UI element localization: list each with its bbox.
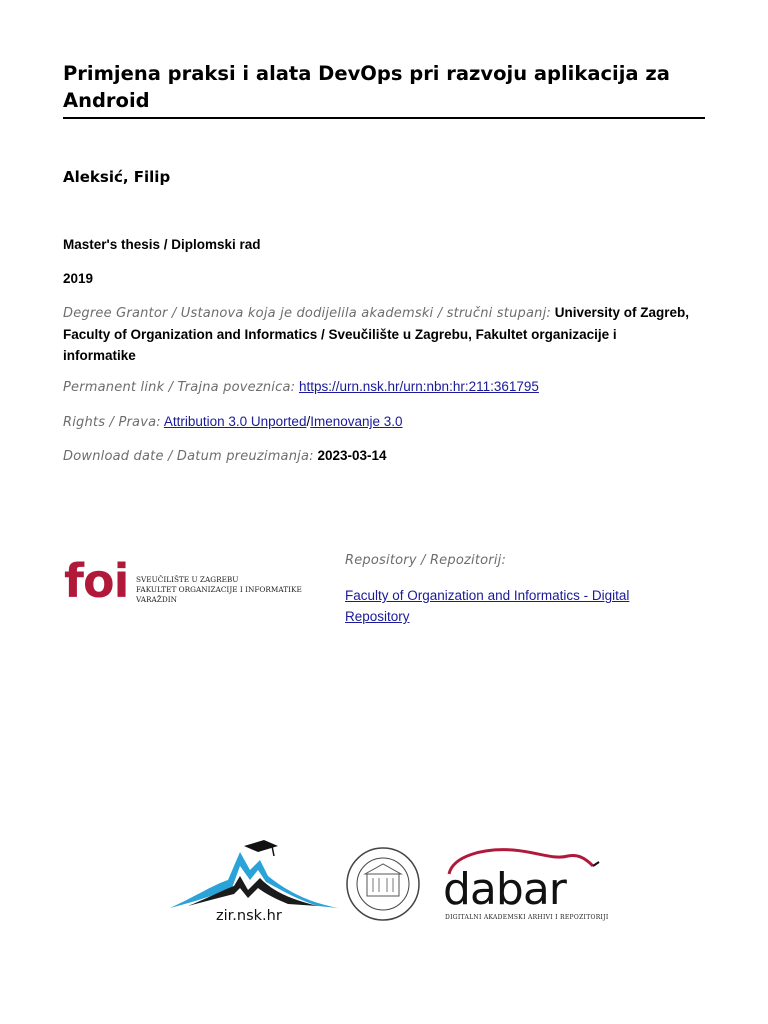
permalink-label: Permanent link / Trajna poveznica: (63, 380, 296, 395)
foi-logo-line1: SVEUČILIŠTE U ZAGREBU (136, 575, 239, 584)
zir-logo-label: zir.nsk.hr (216, 908, 282, 924)
repository-link-row (345, 585, 665, 627)
dabar-logo-word: dabar (443, 864, 566, 915)
repository-label: Repository / Repozitorij: (345, 553, 507, 568)
title-divider (63, 117, 705, 119)
thesis-type: Master's thesis / Diplomski rad (63, 237, 261, 252)
grantor-label: Degree Grantor / Ustanova koja je dodijelila akademski / stručni stupanj: (63, 306, 551, 321)
zir-logo (168, 840, 343, 935)
dabar-logo-subtitle: DIGITALNI AKADEMSKI ARHIVI I REPOZITORIJI (445, 914, 609, 921)
foi-logo-line2: FAKULTET ORGANIZACIJE I INFORMATIKE (136, 585, 302, 594)
repository-link[interactable]: Faculty of Organization and Informatics - Digital Repository (345, 588, 630, 624)
rights-label: Rights / Prava: (63, 415, 161, 430)
rights-separator: / (306, 414, 311, 429)
foi-logo (64, 554, 334, 612)
seal-icon (345, 846, 421, 922)
grantor-value: University of Zagreb, Faculty of Organization and Informatics / Sveučilište u Zagrebu, Fakultet organizacije i informatike (63, 305, 690, 363)
dabar-logo (443, 846, 609, 926)
download-label: Download date / Datum preuzimanja: (63, 449, 314, 464)
download-row (63, 445, 693, 467)
document-title: Primjena praksi i alata DevOps pri razvoju aplikacija za Android (63, 62, 670, 112)
foi-logo-text (136, 575, 302, 605)
foi-logo-line3: VARAŽDIN (136, 595, 177, 604)
grantor-row (63, 302, 693, 366)
author-name: Aleksić, Filip (63, 168, 171, 186)
download-date: 2023-03-14 (317, 448, 387, 463)
permalink-link[interactable]: https://urn.nsk.hr/urn:nbn:hr:211:361795 (298, 379, 539, 394)
rights-row (63, 411, 693, 433)
zir-mountain-icon (168, 840, 343, 910)
permalink-row (63, 376, 693, 398)
thesis-year: 2019 (63, 271, 94, 286)
license-link-en[interactable]: Attribution 3.0 Unported (163, 414, 307, 429)
license-link-hr[interactable]: Imenovanje 3.0 (310, 414, 403, 429)
foi-logo-letters: foi (64, 554, 129, 608)
university-seal (345, 846, 421, 922)
repository-label-row (345, 549, 645, 571)
